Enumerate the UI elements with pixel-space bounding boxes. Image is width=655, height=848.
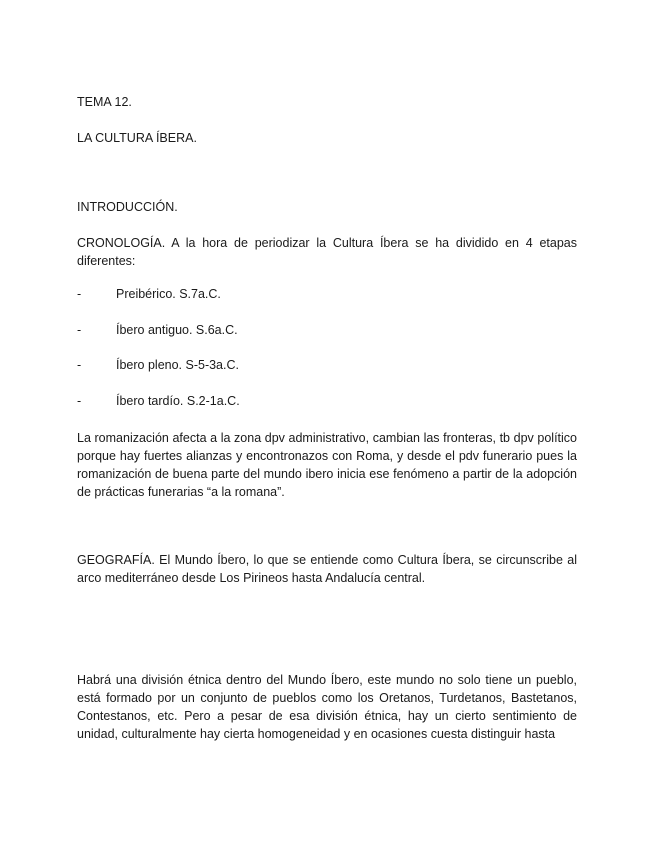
list-bullet: - <box>77 394 82 408</box>
list-bullet: - <box>77 287 82 301</box>
list-item <box>77 358 577 376</box>
list-item <box>77 323 577 341</box>
list-bullet: - <box>77 323 82 337</box>
introduccion-heading: INTRODUCCIÓN. <box>77 200 178 214</box>
list-bullet: - <box>77 358 82 372</box>
division-paragraph <box>77 671 577 743</box>
cronologia-text: CRONOLOGÍA. A la hora de periodizar la Cultura Íbera se ha dividido en 4 etapas diferentes: <box>77 236 577 268</box>
cronologia-paragraph <box>77 234 577 270</box>
list-item-text: Íbero tardío. S.2-1a.C. <box>116 394 240 408</box>
list-item-text: Íbero antiguo. S.6a.C. <box>116 323 238 337</box>
romanizacion-paragraph <box>77 429 577 501</box>
tema-heading: TEMA 12. <box>77 95 132 109</box>
document-title: LA CULTURA ÍBERA. <box>77 131 197 145</box>
division-text: Habrá una división étnica dentro del Mundo Íbero, este mundo no solo tiene un pueblo, está formado por un conjunto de pueblos como los Oretanos, Turdetanos, Bastetanos, Contestanos, etc. Pero a pesar de esa división étnica, hay un cierto sentimiento de unidad, culturalmente hay cierta homogeneidad y en ocasiones cuesta distinguir hasta <box>77 673 577 741</box>
geografia-text: GEOGRAFÍA. El Mundo Íbero, lo que se entiende como Cultura Íbera, se circunscribe al arco mediterráneo desde Los Pirineos hasta Andalucía central. <box>77 553 577 585</box>
list-item-text: Íbero pleno. S-5-3a.C. <box>116 358 239 372</box>
geografia-paragraph <box>77 551 577 587</box>
list-item <box>77 394 577 412</box>
romanizacion-text: La romanización afecta a la zona dpv administrativo, cambian las fronteras, tb dpv político porque hay fuertes alianzas y encontronazos con Roma, y desde el pdv funerario pues la romanización de buena parte del mundo ibero inicia ese fenómeno a partir de la adopción de prácticas funerarias “a la romana”. <box>77 431 577 499</box>
list-item-text: Preibérico. S.7a.C. <box>116 287 221 301</box>
list-item <box>77 287 577 305</box>
